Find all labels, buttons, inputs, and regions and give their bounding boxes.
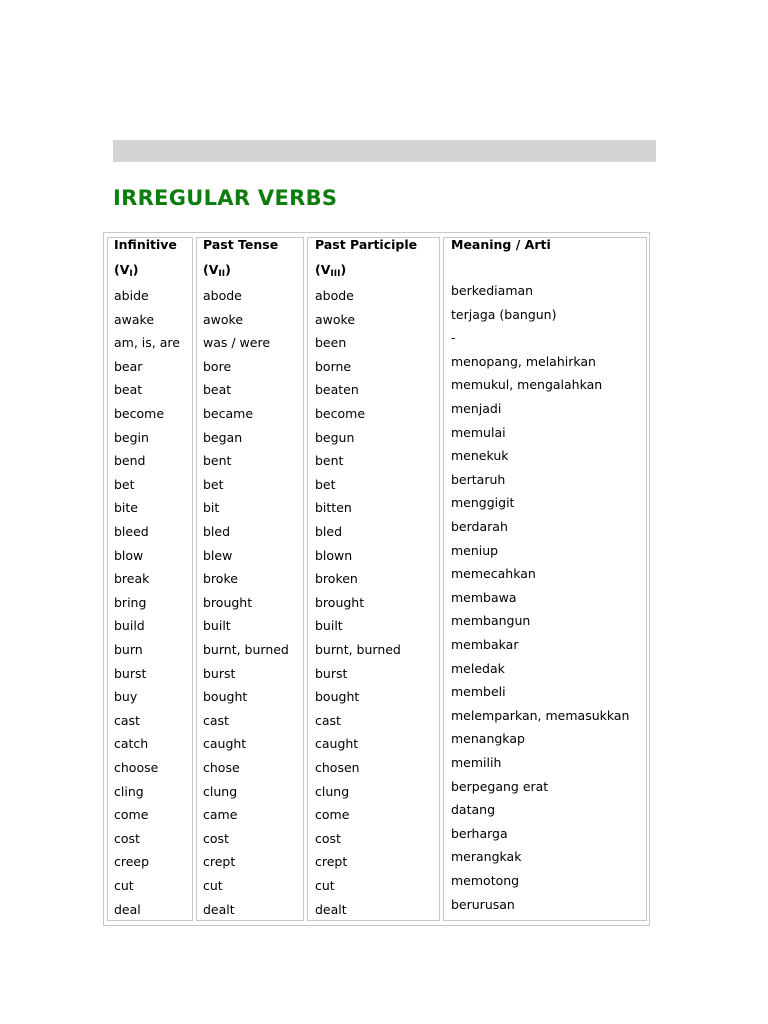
meaning-cell: melemparkan, memasukkan	[451, 707, 630, 723]
past-tense-cell: began	[203, 429, 243, 445]
meaning-cell: terjaga (bangun)	[451, 306, 557, 322]
infinitive-cell: beat	[114, 382, 143, 398]
infinitive-cell: bite	[114, 500, 138, 516]
infinitive-cell: abide	[114, 288, 149, 303]
infinitive-cell: build	[114, 618, 145, 634]
meaning-cell: merangkak	[451, 849, 522, 865]
meaning-cell: memotong	[451, 873, 520, 888]
meaning-cell: memukul, mengalahkan	[451, 377, 603, 393]
meaning-cell: meniup	[451, 542, 499, 558]
page-title: IRREGULAR VERBS	[113, 186, 338, 210]
past-participle-cell: borne	[315, 358, 352, 374]
meaning-cell: berpegang erat	[451, 778, 549, 794]
past-tense-cell: cost	[203, 830, 229, 846]
infinitive-cell: cost	[114, 830, 140, 846]
past-participle-cell: come	[315, 807, 350, 823]
past-tense-cell: bit	[203, 500, 220, 516]
infinitive-cell: awake	[114, 311, 155, 327]
past-tense-cell: caught	[203, 736, 247, 752]
past-participle-cell: clung	[315, 783, 350, 799]
meaning-cell: menangkap	[451, 731, 525, 747]
past-participle-cell: blown	[315, 547, 353, 563]
past-tense-cell: awoke	[203, 311, 244, 327]
header-infinitive: Infinitive	[114, 237, 177, 252]
past-participle-cell: burnt, burned	[315, 642, 401, 657]
infinitive-cell: creep	[114, 854, 150, 870]
past-participle-cell: been	[315, 335, 347, 351]
past-tense-cell: was / were	[203, 335, 271, 351]
meaning-cell: datang	[451, 802, 496, 818]
past-participle-cell: cost	[315, 830, 341, 846]
header-bar	[113, 140, 656, 162]
meaning-cell: memilih	[451, 755, 502, 770]
past-participle-cell: caught	[315, 736, 359, 752]
header-past-participle-form: $(V_{III})$	[315, 262, 347, 279]
past-participle-cell: bet	[315, 476, 336, 492]
meaning-cell: menjadi	[451, 401, 502, 416]
past-participle-cell: begun	[315, 429, 355, 445]
past-tense-cell: crept	[203, 854, 236, 870]
past-participle-cell: broken	[315, 571, 358, 587]
meaning-cell: membawa	[451, 589, 517, 605]
header-infinitive-form: $(V_I)$	[114, 262, 139, 279]
infinitive-cell: burn	[114, 642, 143, 657]
meaning-cell: menopang, melahirkan	[451, 353, 596, 369]
meaning-cell: -	[451, 330, 456, 346]
infinitive-cell: blow	[114, 547, 144, 563]
past-tense-cell: cut	[203, 878, 223, 893]
past-participle-cell: awoke	[315, 311, 356, 327]
infinitive-cell: am, is, are	[114, 335, 180, 351]
meaning-cell: menekuk	[451, 448, 509, 464]
past-tense-cell: chose	[203, 760, 240, 775]
infinitive-cell: bleed	[114, 524, 149, 539]
past-tense-cell: beat	[203, 382, 232, 398]
infinitive-cell: deal	[114, 901, 141, 917]
infinitive-cell: burst	[114, 665, 147, 681]
past-tense-cell: built	[203, 618, 231, 634]
past-tense-cell: bought	[203, 689, 248, 705]
meaning-cell: membakar	[451, 637, 519, 652]
infinitive-cell: catch	[114, 736, 149, 752]
infinitive-cell: become	[114, 406, 165, 421]
infinitive-cell: buy	[114, 689, 138, 705]
past-tense-cell: became	[203, 406, 254, 421]
past-tense-cell: broke	[203, 571, 238, 587]
meaning-cell: membangun	[451, 613, 531, 629]
past-tense-cell: came	[203, 807, 238, 823]
infinitive-cell: begin	[114, 429, 149, 445]
meaning-cell: berkediaman	[451, 283, 534, 298]
meaning-cell: membeli	[451, 684, 506, 700]
past-tense-cell: burst	[203, 665, 236, 681]
past-tense-cell: bent	[203, 453, 232, 469]
past-tense-cell: brought	[203, 594, 253, 610]
past-participle-cell: bitten	[315, 500, 352, 516]
past-participle-cell: bled	[315, 524, 343, 539]
infinitive-cell: come	[114, 807, 149, 823]
meaning-cell: bertaruh	[451, 471, 506, 487]
past-participle-cell: brought	[315, 594, 365, 610]
past-tense-cell: blew	[203, 547, 233, 563]
header-past-tense-form: $(V_{II})$	[203, 262, 231, 279]
meaning-cell: memulai	[451, 424, 506, 440]
past-tense-cell: bled	[203, 524, 231, 539]
past-tense-cell: burnt, burned	[203, 642, 289, 657]
header-past-tense: Past Tense	[203, 237, 279, 252]
infinitive-cell: cling	[114, 783, 144, 799]
infinitive-cell: cast	[114, 712, 140, 728]
header-meaning: Meaning / Arti	[451, 237, 551, 252]
past-participle-cell: chosen	[315, 760, 360, 775]
past-participle-cell: bought	[315, 689, 360, 705]
past-participle-cell: bent	[315, 453, 344, 469]
header-past-participle: Past Participle	[315, 237, 418, 252]
meaning-cell: berdarah	[451, 519, 508, 534]
meaning-cell: berurusan	[451, 896, 515, 912]
past-participle-cell: built	[315, 618, 343, 634]
past-tense-cell: abode	[203, 288, 242, 303]
past-participle-cell: burst	[315, 665, 348, 681]
meaning-cell: berharga	[451, 825, 508, 841]
past-tense-cell: bet	[203, 476, 224, 492]
past-participle-cell: abode	[315, 288, 354, 303]
past-participle-cell: beaten	[315, 382, 359, 398]
past-participle-cell: cast	[315, 712, 341, 728]
infinitive-cell: choose	[114, 760, 159, 775]
past-participle-cell: dealt	[315, 901, 347, 917]
past-participle-cell: become	[315, 406, 366, 421]
meaning-cell: memecahkan	[451, 566, 536, 582]
past-tense-cell: clung	[203, 783, 238, 799]
infinitive-cell: bend	[114, 453, 146, 469]
infinitive-cell: cut	[114, 878, 134, 893]
infinitive-cell: bear	[114, 358, 143, 374]
past-tense-cell: cast	[203, 712, 229, 728]
infinitive-cell: bring	[114, 594, 147, 610]
past-participle-cell: cut	[315, 878, 335, 893]
irregular-verbs-table	[103, 232, 650, 926]
past-tense-cell: dealt	[203, 901, 235, 917]
past-participle-cell: crept	[315, 854, 348, 870]
meaning-cell: menggigit	[451, 495, 515, 511]
meaning-cell: meledak	[451, 660, 505, 676]
infinitive-cell: bet	[114, 476, 135, 492]
infinitive-cell: break	[114, 571, 150, 587]
past-tense-cell: bore	[203, 358, 232, 374]
